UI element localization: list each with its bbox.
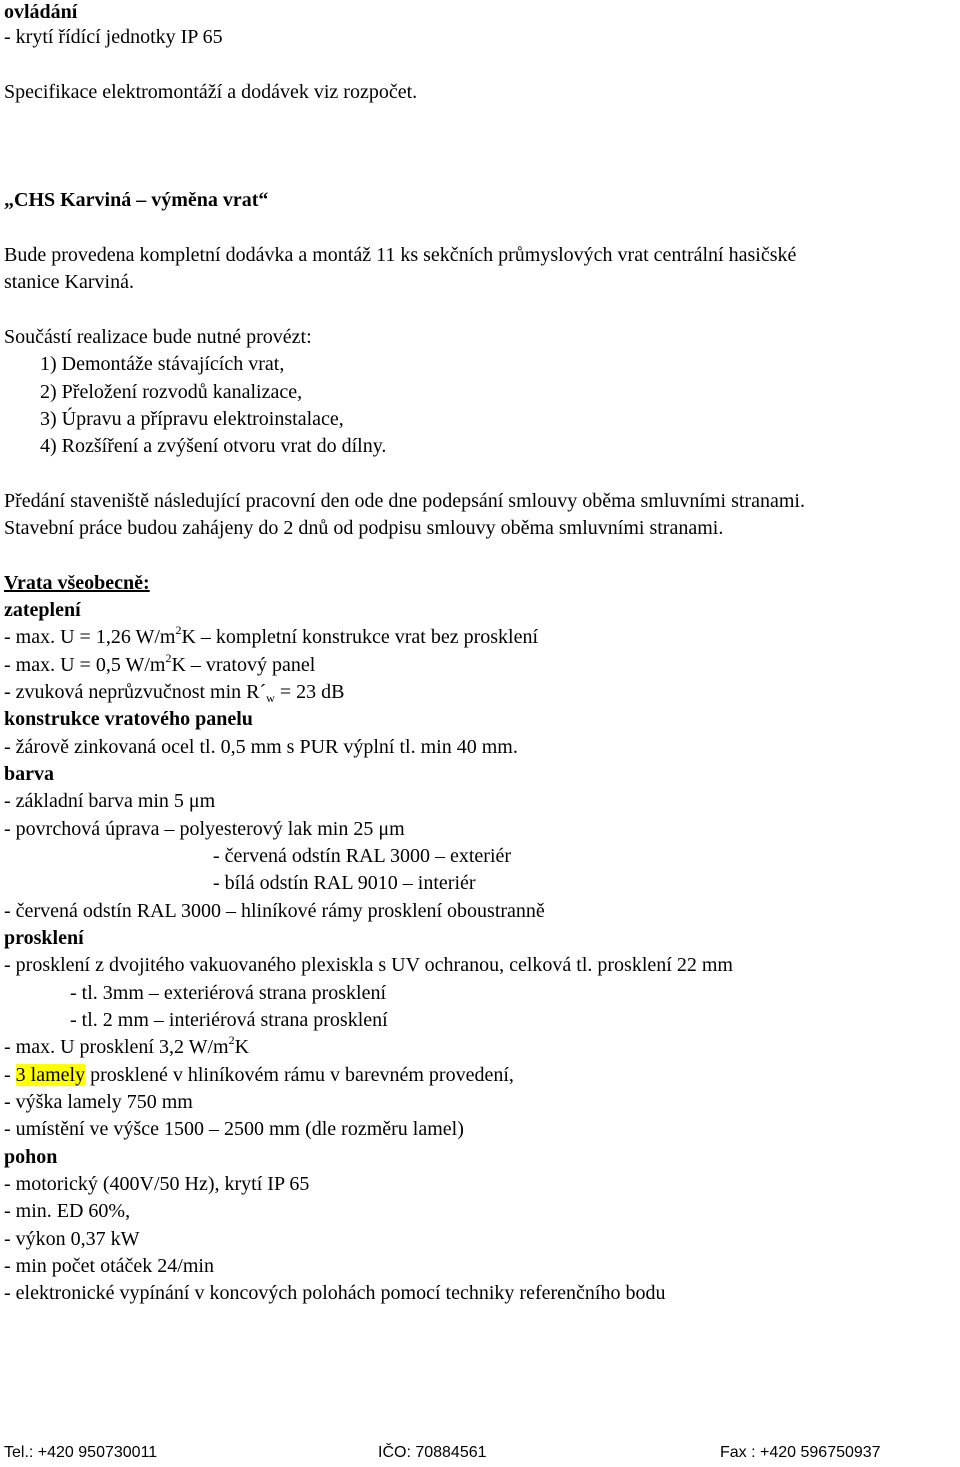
highlighted-text: 3 lamely (15, 1064, 86, 1086)
text-line: - základní barva min 5 μm (4, 790, 216, 812)
text-line: Předání staveniště následující pracovní den ode dne podepsání smlouvy oběma smluvními stranami. (4, 490, 805, 512)
subsection-heading: zateplení (4, 599, 81, 621)
footer-ico: IČO: 70884561 (378, 1444, 487, 1461)
text-line: - povrchová úprava – polyesterový lak min 25 μm (4, 818, 405, 840)
text-line: - výška lamely 750 mm (4, 1091, 193, 1113)
text-line: Bude provedena kompletní dodávka a montáž 11 ks sekčních průmyslových vrat centrální hasičské (4, 244, 797, 266)
footer-fax: Fax : +420 596750937 (720, 1444, 881, 1461)
project-title: „CHS Karviná – výměna vrat“ (4, 189, 269, 211)
text-line: - max. U prosklení 3,2 $W/m^2K$ (4, 1033, 250, 1058)
list-item: 1) Demontáže stávajících vrat, (40, 353, 285, 375)
section-heading: ovládání (4, 1, 78, 23)
subsection-heading: barva (4, 763, 54, 785)
list-item: 2) Přeložení rozvodů kanalizace, (40, 381, 303, 403)
section-heading: Vrata všeobecně: (4, 572, 150, 594)
text-line: - 3 lamely prosklené v hliníkovém rámu v barevném provedení, (4, 1064, 514, 1086)
text-line: Specifikace elektromontáží a dodávek viz rozpočet. (4, 81, 418, 103)
subsection-heading: prosklení (4, 927, 84, 949)
subsection-heading: pohon (4, 1146, 58, 1168)
text-line: - min. ED 60%, (4, 1200, 131, 1222)
list-item: 4) Rozšíření a zvýšení otvoru vrat do dílny. (40, 435, 387, 457)
text-line: - tl. 2 mm – interiérová strana prosklení (70, 1009, 388, 1031)
text-line: - prosklení z dvojitého vakuovaného plexiskla s UV ochranou, celková tl. prosklení 22 mm (4, 954, 733, 976)
text-line: - červená odstín RAL 3000 – hliníkové rámy prosklení oboustranně (4, 900, 545, 922)
text-line: Součástí realizace bude nutné provézt: (4, 326, 312, 348)
text-line: - min počet otáček 24/min (4, 1255, 214, 1277)
text-line: - elektronické vypínání v koncových polohách pomocí techniky referenčního bodu (4, 1282, 666, 1304)
text-line: - červená odstín RAL 3000 – exteriér (213, 845, 512, 867)
list-item: 3) Úpravu a přípravu elektroinstalace, (40, 408, 344, 430)
text-line: - výkon 0,37 kW (4, 1228, 140, 1250)
text-line: Stavební práce budou zahájeny do 2 dnů od podpisu smlouvy oběma smluvními stranami. (4, 517, 724, 539)
text-line: - zvuková neprůzvučnost $\min R´_w = 23$ dB (4, 681, 345, 705)
subsection-heading: konstrukce vratového panelu (4, 708, 253, 730)
text-line: - max. U = 1,26 $W/m^2K$ – kompletní konstrukce vrat bez prosklení (4, 623, 539, 648)
page-footer (0, 1444, 960, 1464)
text-line: - žárově zinkovaná ocel tl. 0,5 mm s PUR výplní tl. min 40 mm. (4, 736, 518, 758)
text-line: - bílá odstín RAL 9010 – interiér (213, 872, 476, 894)
text-line: - motorický (400V/50 Hz), krytí IP 65 (4, 1173, 310, 1195)
text-line: - tl. 3mm – exteriérová strana prosklení (70, 982, 387, 1004)
footer-phone: Tel.: +420 950730011 (4, 1444, 158, 1461)
text-line: - krytí řídící jednotky IP 65 (4, 26, 223, 48)
text-line: - max. U = 0,5 $W/m^2K$ – vratový panel (4, 651, 316, 676)
text-line: - umístění ve výšce 1500 – 2500 mm (dle rozměru lamel) (4, 1118, 464, 1140)
text-line: stanice Karviná. (4, 271, 134, 293)
